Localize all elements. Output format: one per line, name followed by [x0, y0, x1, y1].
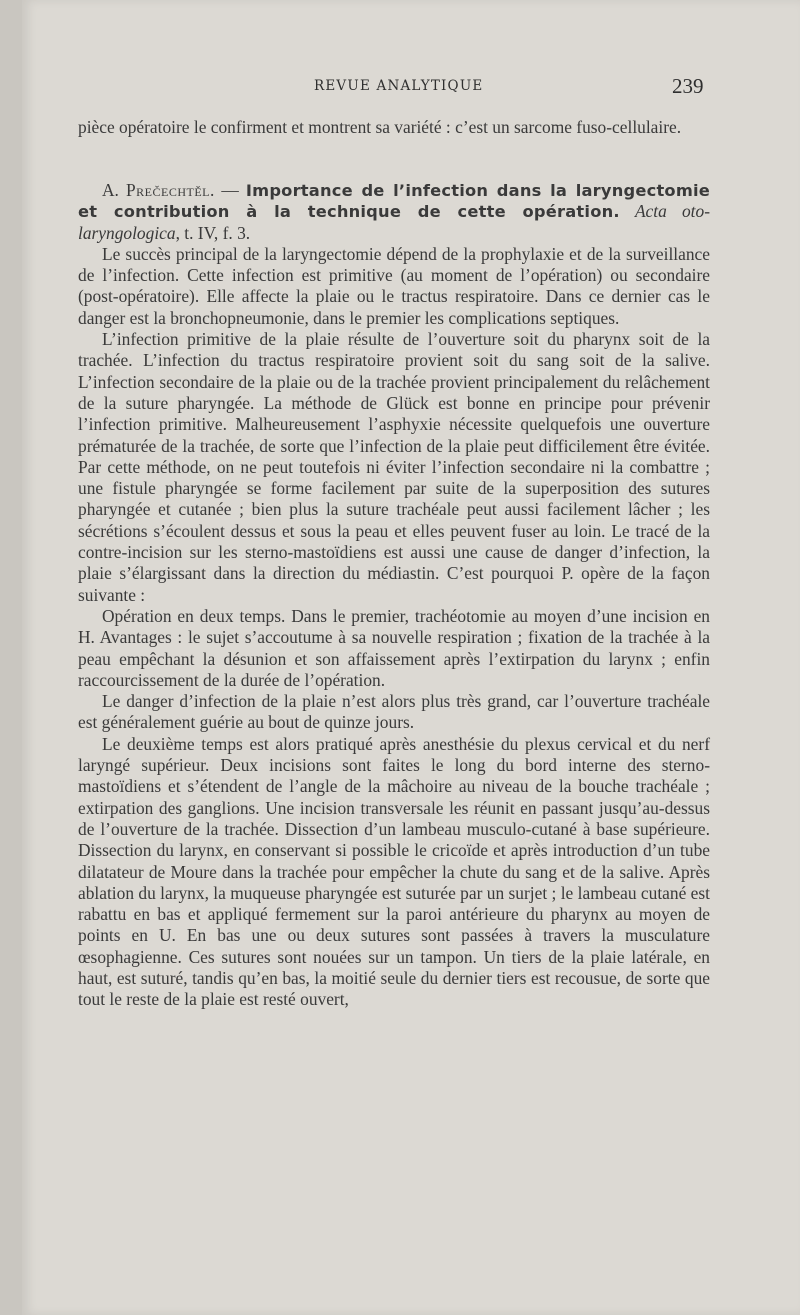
- abstract-paragraph: Le danger d’infection de la plaie n’est alors plus très grand, car l’ouverture trachéale est généralement guérie au bout de quinze jours.: [78, 691, 710, 733]
- author-initial: A.: [102, 180, 126, 200]
- page-header: [22, 76, 800, 100]
- continuation-paragraph: pièce opératoire le confirment et montrent sa variété : c’est un sarcome fuso-cellulaire.: [78, 117, 682, 137]
- abstract-paragraph: L’infection primitive de la plaie résulte de l’ouverture soit du pharynx soit de la trachée. L’infection du tractus respiratoire provient soit du sang soit de la salive. L’infection secondaire de la plaie ou de la trachée provient principalement du relâchement de la suture pharyngée. La méthode de Glück est bonne en principe pour prévenir l’infection primitive. Malheureusement l’asphyxie nécessite quelquefois une ouverture prématurée de la trachée, de sorte que l’infection de la plaie peut difficilement être évitée. Par cette méthode, on ne peut toutefois ni éviter l’infection secondaire ni la combattre ; une fistule pharyngée se forme facilement par suite de la superposition des sutures pharyngée et cutanée ; bien plus la suture trachéale peut aussi facilement lâcher ; les sécrétions s’écoulent dessus et sous la peau et elles peuvent fuser au loin. Le tracé de la contre-incision sur les sterno-mastoïdiens est aussi une cause de danger d’infection, la plaie s’élargissant dans la direction du médiastin. C’est pourquoi P. opère de la façon suivante :: [78, 329, 710, 605]
- heading-separator: . —: [210, 180, 246, 200]
- author-name: Prečechtěl: [126, 180, 210, 200]
- abstract-heading: [78, 180, 710, 244]
- journal-volume: , t. IV, f. 3.: [175, 222, 251, 243]
- abstract-paragraph: Le deuxième temps est alors pratiqué après anesthésie du plexus cervical et du nerf laryngé supérieur. Deux incisions sont faites le long du bord interne des sterno-mastoïdiens et s’étendent de l’angle de la mâchoire au niveau de la bouche trachéale ; extirpation des ganglions. Une incision transversale les réunit en passant jusqu’au-dessus de l’ouverture de la trachée. Dissection d’un lambeau musculo-cutané à base supérieure. Dissection du larynx, en conservant si possible le cricoïde et après introduction d’un tube dilatateur de Moure dans la trachée pour empêcher la chute du sang et de la salive. Après ablation du larynx, la muqueuse pharyngée est suturée par un surjet ; le lambeau cutané est rabattu en bas et appliqué fermement sur la paroi antérieure du pharynx au moyen de points en U. En bas une ou deux sutures sont passées à travers la musculature œsophagienne. Ces sutures sont nouées sur un tampon. Un tiers de la plaie latérale, en haut, est suturé, tandis qu’en bas, la moitié seule du dernier tiers est recousue, de sorte que tout le reste de la plaie est resté ouvert,: [78, 733, 710, 1010]
- abstract-paragraph: Le succès principal de la laryngectomie dépend de la prophylaxie et de la surveillance de l’infection. Cette infection est primitive (au moment de l’opération) ou secondaire (post-opératoire). Elle affecte la plaie ou le tractus respiratoire. Dans ce dernier cas le danger est la bronchopneumonie, dans le premier les complications septiques.: [78, 243, 710, 328]
- journal-name: Acta oto-laryngologica: [78, 201, 710, 243]
- abstract-entry: [78, 180, 710, 1011]
- article-title: Importance de l’infection dans la laryngectomie et contribution à la technique de cette opération.: [78, 181, 711, 222]
- page-number: 239: [672, 74, 704, 98]
- continuation-text: [78, 117, 710, 138]
- document-page: [22, 0, 800, 1315]
- running-title: REVUE ANALYTIQUE: [314, 78, 484, 94]
- abstract-paragraph: Opération en deux temps. Dans le premier, trachéotomie au moyen d’une incision en H. Avantages : le sujet s’accoutume à sa nouvelle respiration ; fixation de la trachée à la peau empêchant la désunion et son affaissement après l’extirpation du larynx ; enfin raccourcissement de la durée de l’opération.: [78, 605, 710, 690]
